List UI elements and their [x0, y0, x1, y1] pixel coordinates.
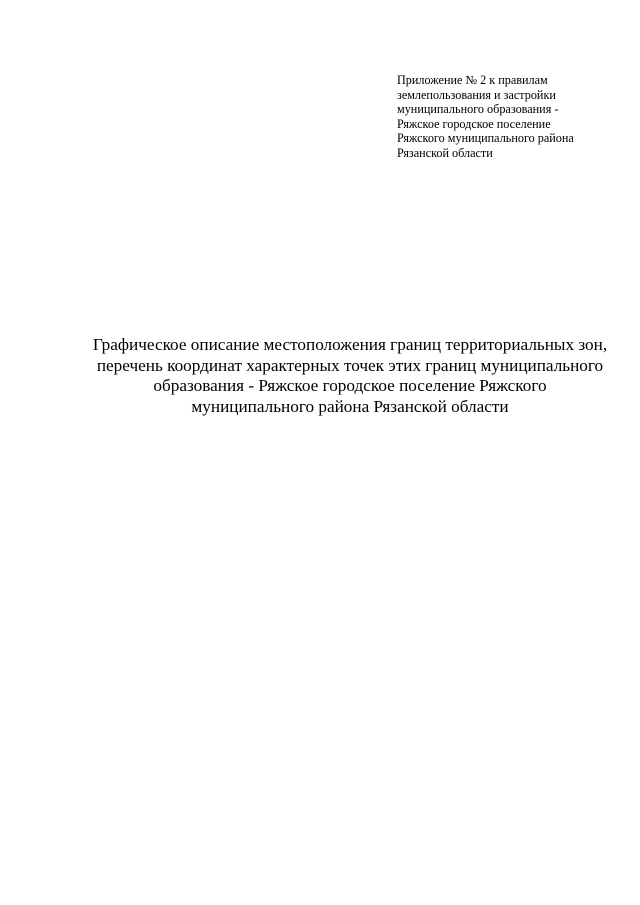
annex-line: Ряжского муниципального района — [397, 131, 574, 146]
annex-line: Рязанской области — [397, 145, 493, 160]
title-line: образования - Ряжское городское поселение Ряжского — [153, 376, 547, 396]
annex-note — [397, 73, 617, 161]
document-title — [60, 335, 640, 417]
annex-line: Ряжское городское поселение — [397, 116, 551, 131]
title-line: Графическое описание местоположения границ территориальных зон, — [92, 335, 608, 354]
title-line: муниципального района Рязанской области — [191, 396, 509, 416]
annex-line: землепользования и застройки — [397, 87, 556, 102]
annex-line: Приложение № 2 к правилам — [397, 73, 548, 87]
annex-line: муниципального образования - — [397, 102, 559, 117]
title-line: перечень координат характерных точек этих границ муниципального — [96, 355, 604, 375]
